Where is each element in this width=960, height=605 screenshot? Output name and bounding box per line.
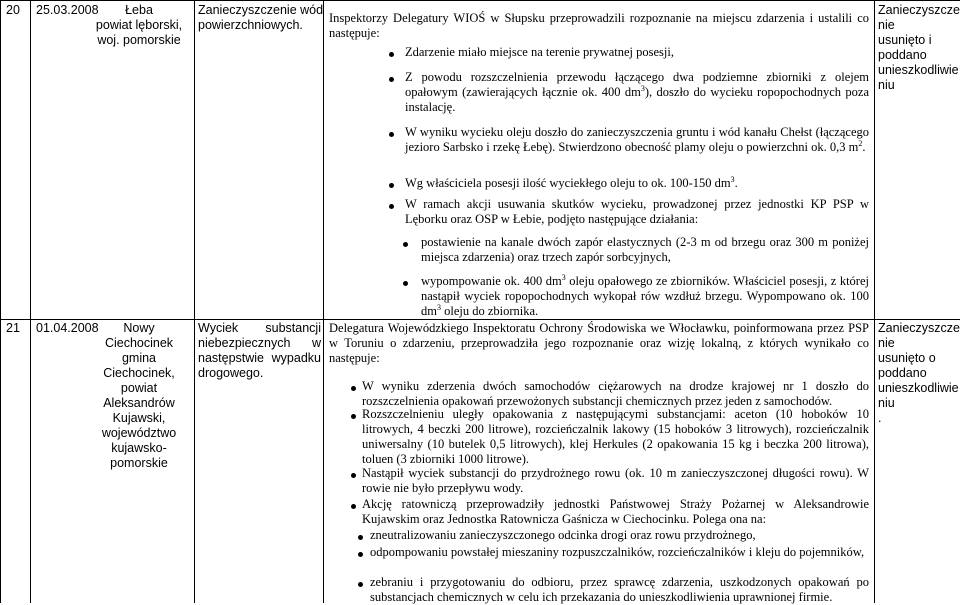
- sub-bullet-icon: [403, 242, 408, 247]
- description-intro: Delegatura Wojewódzkiego Inspektoratu Ochrony Środowiska we Włocławku, poinformowana przez PSP w Toruniu o zdarzeniu, przeprowadziła jego rozpoznanie oraz wizję lokalną, z których wynikało co następuje:: [329, 321, 869, 365]
- event-date: 25.03.2008: [36, 3, 99, 17]
- bullet-text: Zdarzenie miało miejsce na terenie prywatnej posesji,: [405, 45, 674, 59]
- column-divider: [30, 0, 31, 603]
- status-text: Zanieczyszcze nie usunięto i poddano unieszkodliwie niu: [878, 3, 960, 92]
- bullet-icon: [389, 77, 394, 82]
- status-text: Zanieczyszcze nie usunięto o poddano unieszkodliwie niu .: [878, 321, 960, 425]
- bullet-text: Nastąpił wyciek substancji do przydrożnego rowu (ok. 10 m zanieczyszczonej długości rowu). W rowie nie było przepływu wody.: [362, 466, 869, 495]
- column-divider: [323, 0, 324, 603]
- bullet-icon: [351, 504, 356, 509]
- sub-bullet-icon: [358, 582, 363, 587]
- bullet-text: Wg właściciela posesji ilość wyciekłego oleju to ok. 100-150 $dm^3$.: [405, 174, 738, 190]
- column-divider: [874, 0, 875, 603]
- event-place: Łeba powiat lęborski, woj. pomorskie: [95, 3, 183, 47]
- column-divider: [194, 0, 195, 603]
- bullet-icon: [389, 132, 394, 137]
- event-type: Wyciek substancji niebezpiecznych w następstwie wypadku drogowego.: [198, 321, 321, 380]
- bullet-icon: [389, 183, 394, 188]
- bullet-icon: [351, 414, 356, 419]
- column-divider: [0, 0, 1, 603]
- bullet-text: Rozszczelnieniu uległy opakowania z następującymi substancjami: aceton (10 hoboków 10 litrowych, 4 beczki 200 litrowe), rozcieńczalnik lakowy (15 hoboków 3 litrowych), rozcieńczalnik uniwersalny (10 butelek 0,5 litrowych), klej Herkules (2 opakowania 15 kg i beczka 200 litrowa), toluen (3 zbiorniki 1000 litrowe).: [362, 407, 869, 466]
- bullet-text: W wyniku wycieku oleju doszło do zanieczyszczenia gruntu i wód kanału Chełst (łączącego jezioro Sarbsko i rzekę Łebę). Stwierdzono obecność plamy oleju o powierzchni ok. 0,3 $m^2$.: [405, 125, 869, 154]
- sub-bullet-text: wypompowanie ok. 400 $dm^3$ oleju opałowego ze zbiorników. Właściciel posesji, z której nastąpił wyciek ropopochodnych wykopał rów wzdłuż brzegu. Wypompowano ok. 100 $dm^3$ oleju do zbiornika.: [421, 272, 869, 318]
- sub-bullet-icon: [403, 281, 408, 286]
- sub-bullet-text: zneutralizowaniu zanieczyszczonego odcinka drogi oraz rowu przydrożnego,: [370, 528, 756, 542]
- sub-bullet-text: postawienie na kanale dwóch zapór elastycznych (2-3 m od brzegu oraz 300 m poniżej miejsca zdarzenia) oraz trzech zapór sorbcyjnych,: [421, 235, 869, 264]
- description-intro: Inspektorzy Delegatury WIOŚ w Słupsku przeprowadzili rozpoznanie na miejscu zdarzenia i ustalili co następuje:: [329, 11, 869, 40]
- bullet-text: W ramach akcji usuwania skutków wycieku, prowadzonej przez jednostki KP PSP w Lęborku oraz OSP w Łebie, podjęto następujące działania:: [405, 197, 869, 226]
- bullet-icon: [389, 52, 394, 57]
- row-number: 20: [6, 3, 20, 17]
- bullet-text: W wyniku zderzenia dwóch samochodów ciężarowych na drodze krajowej nr 1 doszło do rozszczelnienia opakowań przewożonych substancji chemicznych przez jeden z samochodów.: [362, 379, 869, 408]
- bullet-icon: [389, 204, 394, 209]
- bullet-text: Akcję ratowniczą przeprowadziły jednostki Państwowej Straży Pożarnej w Aleksandrowie Kujawskim oraz Jednostka Ratownicza Gaśnicza w Ciechocinku. Polega ona na:: [362, 497, 869, 526]
- row-divider: [0, 319, 960, 320]
- row-number: 21: [6, 321, 20, 335]
- event-date: 01.04.2008: [36, 321, 99, 335]
- event-type: Zanieczyszczenie wód powierzchniowych.: [198, 3, 324, 32]
- event-place: Nowy Ciechocinek gmina Ciechocinek, powiat Aleksandrów Kujawski, województwo kujawsko- pomorskie: [101, 321, 177, 470]
- sub-bullet-icon: [358, 535, 363, 540]
- bullet-icon: [351, 386, 356, 391]
- sub-bullet-text: zebraniu i przygotowaniu do odbioru, przez sprawcę zdarzenia, uszkodzonych opakowań po substancjach chemicznych w celu ich przekazania do unieszkodliwienia uprawnionej firmie.: [370, 575, 869, 604]
- sub-bullet-icon: [358, 552, 363, 557]
- table-border-top: [0, 0, 960, 1]
- bullet-icon: [351, 473, 356, 478]
- sub-bullet-text: odpompowaniu powstałej mieszaniny rozpuszczalników, rozcieńczalników i kleju do pojemników,: [370, 545, 865, 559]
- bullet-text: Z powodu rozszczelnienia przewodu łączącego dwa podziemne zbiorniki z olejem opałowym (zawierających łącznie ok. 400 $dm^3$), doszło do wycieku ropopochodnych poza instalację.: [405, 70, 869, 114]
